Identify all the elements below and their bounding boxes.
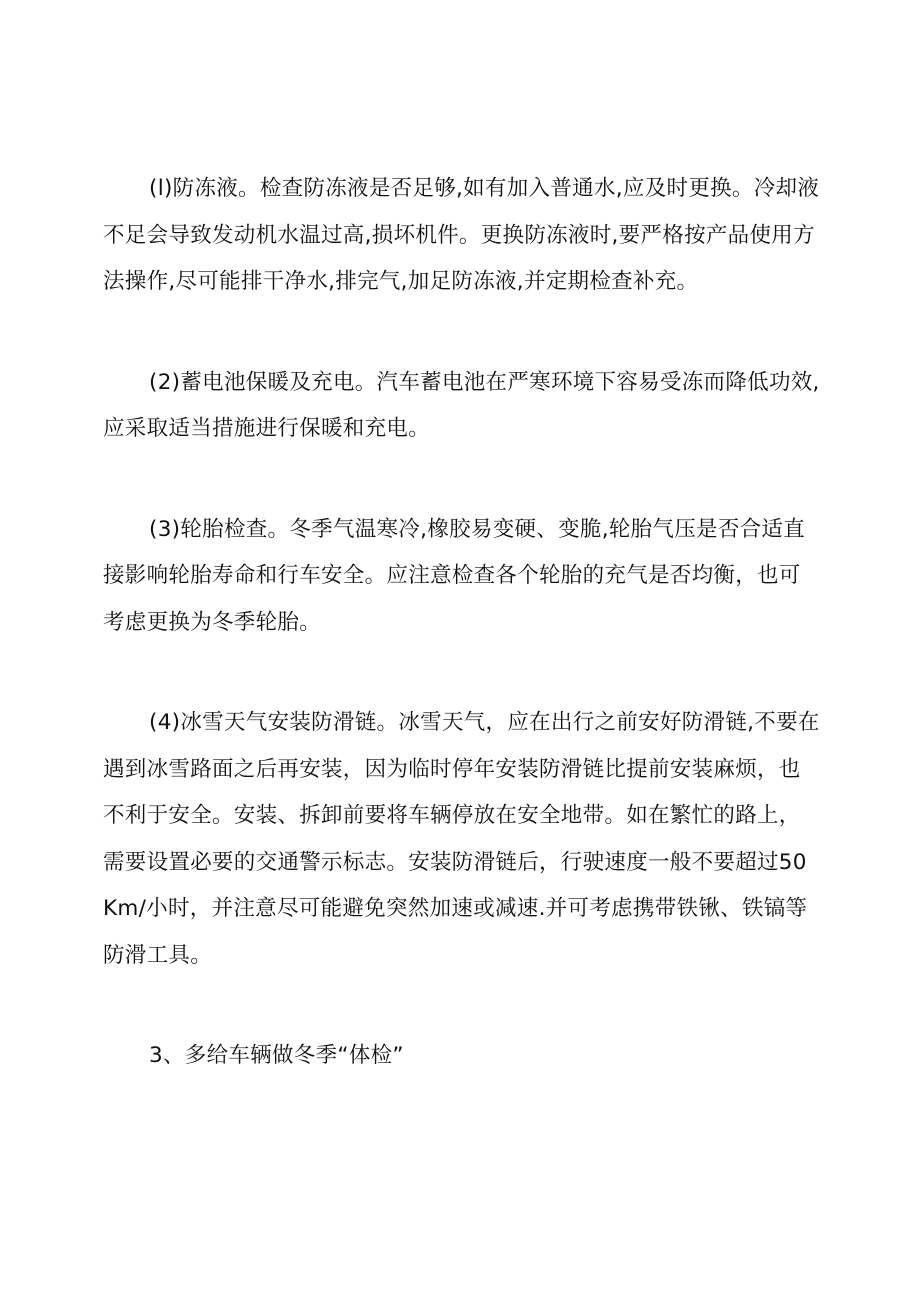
paragraph-spacer xyxy=(103,453,821,507)
paragraph-snow-chains: (4)冰雪天气安装防滑链。冰雪天气，应在出行之前安好防滑链,不要在遇到冰雪路面之后再安装，因为临时停年安装防滑链比提前安装麻烦，也不利于安全。安装、拆卸前要将车辆停放在安全地带。如在繁忙的路上，需要设置必要的交通警示标志。安装防滑链后，行驶速度一般不要超过50Km/小时，并注意尽可能避免突然加速或减速.并可考虑携带铁锹、铁镐等防滑工具。 xyxy=(103,710,820,968)
paragraph-antifreeze: (l)防冻液。检查防冻液是否足够,如有加入普通水,应及时更换。冷却液不足会导致发动机水温过高,损坏机件。更换防冻液时,要严格按产品使用方法操作,尽可能排干净水,排完气,加足防冻液,并定期检查补充。 xyxy=(103,176,820,294)
document-body xyxy=(103,166,821,1080)
paragraph-spacer xyxy=(103,979,821,1033)
paragraph-spacer xyxy=(103,646,821,700)
paragraph-spacer xyxy=(103,306,821,360)
paragraph-battery: (2)蓄电池保暖及充电。汽车蓄电池在严寒环境下容易受冻而降低功效,应采取适当措施进行保暖和充电。 xyxy=(103,369,820,441)
paragraph-tires: (3)轮胎检查。冬季气温寒冷,橡胶易变硬、变脆,轮胎气压是否合适直接影响轮胎寿命和行车安全。应注意检查各个轮胎的充气是否均衡，也可考虑更换为冬季轮胎。 xyxy=(103,516,806,635)
section-heading: 3、多给车辆做冬季“体检” xyxy=(149,1043,404,1068)
